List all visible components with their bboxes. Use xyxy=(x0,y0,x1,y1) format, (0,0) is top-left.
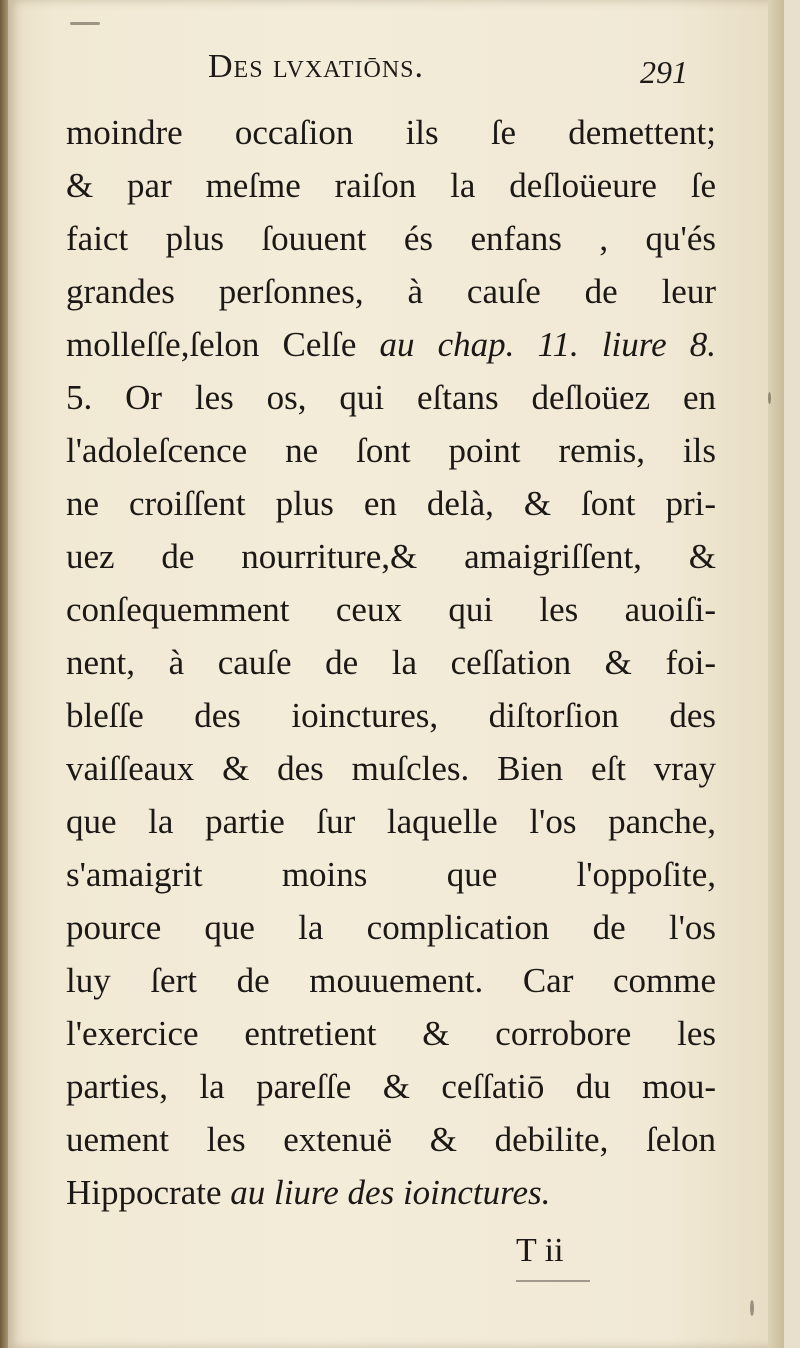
ink-speck xyxy=(750,1300,754,1316)
text-line: moindre occaſion ils ſe demettent; xyxy=(66,113,716,152)
text-line: faict plus ſouuent és enfans , qu'és xyxy=(66,219,716,258)
running-title: Des lvxatiōns. xyxy=(208,48,425,85)
text-line: & par meſme raiſon la deſloüeure ſe xyxy=(66,166,716,205)
text-line-with-reference xyxy=(66,1166,716,1219)
text-line: l'exercice entretient & corrobore les xyxy=(66,1014,716,1053)
text-line: pource que la complication de l'os xyxy=(66,908,716,947)
text-line: s'amaigrit moins que l'oppoſite, xyxy=(66,855,716,894)
text-line: vaiſſeaux & des muſcles. Bien eſt vray xyxy=(66,749,716,788)
page-number: 291 xyxy=(640,54,688,90)
ink-speck xyxy=(768,392,771,404)
text-line: l'adoleſcence ne ſont point remis, ils xyxy=(66,431,716,470)
catchword-signature: T ii xyxy=(516,1232,564,1269)
text-line: uez de nourriture,& amaigriſſent, & xyxy=(66,537,716,576)
ink-speck xyxy=(70,22,100,25)
text-line-with-reference xyxy=(66,318,716,371)
text-line: ne croiſſent plus en delà, & ſont pri- xyxy=(66,484,716,523)
text-line: 5. Or les os, qui eſtans deſloüez en xyxy=(66,378,716,417)
text-line: uement les extenuë & debilite, ſelon xyxy=(66,1120,716,1159)
hippocrate-reference: au liure des ioinctures. xyxy=(230,1173,551,1212)
text-line: nent, à cauſe de la ceſſation & foi- xyxy=(66,643,716,682)
page-edge xyxy=(768,0,784,1348)
book-page xyxy=(8,0,784,1348)
text-fragment: molleſſe,ſelon Celſe xyxy=(66,325,357,364)
catchword-rule xyxy=(516,1280,590,1282)
text-line: bleſſe des ioinctures, diſtorſion des xyxy=(66,696,716,735)
celse-reference: au chap. 11. liure 8. xyxy=(379,325,716,364)
text-line: que la partie ſur laquelle l'os panche, xyxy=(66,802,716,841)
text-line: parties, la pareſſe & ceſſatiō du mou- xyxy=(66,1067,716,1106)
body-text xyxy=(66,106,716,1219)
text-line: grandes perſonnes, à cauſe de leur xyxy=(66,272,716,311)
text-fragment: Hippocrate xyxy=(66,1173,222,1212)
text-line: conſequemment ceux qui les auoiſi- xyxy=(66,590,716,629)
text-line: luy ſert de mouuement. Car comme xyxy=(66,961,716,1000)
